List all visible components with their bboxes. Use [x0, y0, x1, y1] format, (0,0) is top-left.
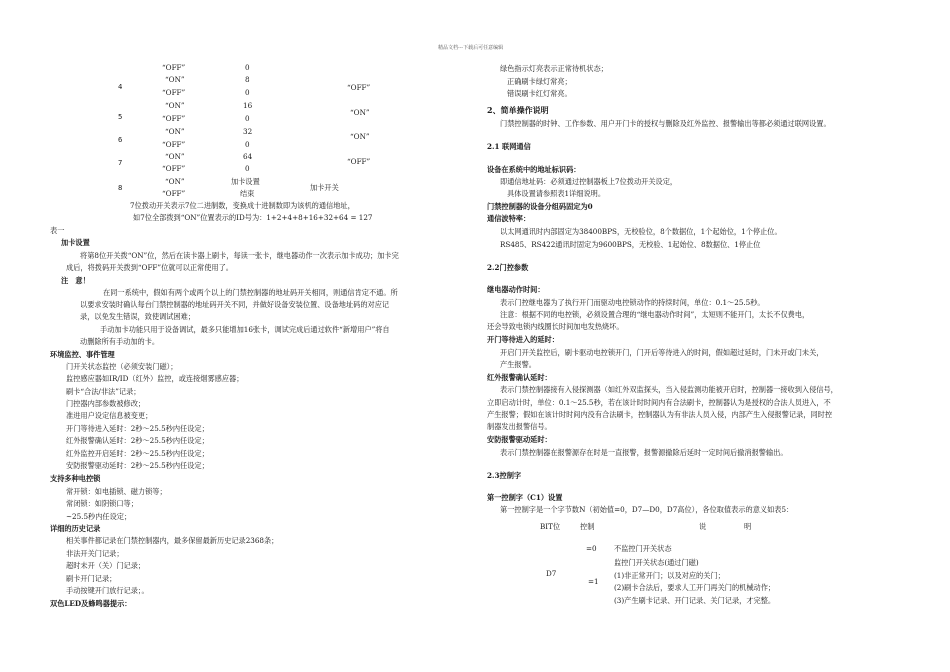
value-eq1: =1 [588, 577, 599, 586]
note-para: 动删除所有手动加的卡。 [80, 337, 160, 346]
switch-state: “ON” [165, 75, 185, 84]
relay-time-para: 还会导致电锁内线圈长时间加电发热烧坏。 [487, 322, 624, 331]
row-no-8: 8 [118, 183, 123, 192]
row-state: “ON” [350, 132, 370, 141]
dip-note-line-1: 7位拨动开关表示7位二进制数，变换成十进制数即为该机的通信地址， [130, 201, 355, 210]
page-header: 精品文档---下载后可任意编辑 [438, 45, 504, 51]
table-header-bit: BIT位 [540, 522, 561, 531]
list-item: 手动按键开门放行记录；。 [66, 586, 149, 595]
value-eq0: =0 [586, 544, 597, 553]
switch-state: “ON” [165, 127, 185, 136]
list-item: 绿色指示灯亮表示正常待机状态； [500, 64, 608, 73]
eq0-description: 不监控门开关状态 [614, 544, 672, 553]
section-2-1-title: 2.1 联网通信 [487, 142, 531, 151]
row-state: 加卡开关 [310, 183, 339, 192]
baud-rate-line: 以太网通讯时内部固定为38400BPS，无校验位，8个数据位，1个起始位，1个停止位。 [500, 227, 782, 236]
eq1-description: (1)非正常开门；以及对应的关门； [614, 571, 725, 580]
row-state: “OFF” [347, 157, 371, 166]
table-header-control: 控制 [580, 522, 595, 531]
row-no-6: 6 [118, 135, 123, 144]
row-state: “ON” [350, 108, 370, 117]
list-item: 相关事件都记录在门禁控制器内，最多保留最新历史记录2368条； [66, 536, 279, 545]
row-state: “OFF” [347, 83, 371, 92]
add-card-title: 加卡设置 [61, 238, 90, 247]
note-para: 手动加卡功能只用于设备调试，最多只能增加16张卡，调试完成后通过软件“新增用户”将自 [100, 325, 390, 334]
list-item: 刷卡开门记录； [66, 574, 117, 583]
row-no-5: 5 [118, 112, 123, 121]
switch-state: “OFF” [162, 140, 186, 149]
section-2-2-title: 2.2门控参数 [487, 263, 529, 272]
ir-alarm-title: 红外报警确认延时： [487, 373, 552, 382]
switch-value: 64 [243, 152, 253, 161]
row-no-7: 7 [118, 158, 123, 167]
monitor-title: 环境监控、事件管理 [50, 350, 115, 359]
bit-d7: D7 [546, 569, 557, 578]
list-item: ~25.5秒内任设定； [66, 512, 132, 521]
relay-time-para: 注意：根据不同的电控锁，必须设置合理的“继电器动作时间”，太短则不能开门，太长不仅费电， [500, 310, 810, 319]
list-item: 红外报警确认延时：2秒～25.5秒内任设定； [66, 436, 209, 445]
wait-delay-para: 产生报警。 [500, 360, 536, 369]
switch-value: 8 [245, 75, 250, 84]
note-para: 以要求安装时确认每台门禁控制器的地址码开关不同，并做好设备安装位置、设备地址码的对应记 [80, 300, 390, 309]
switch-state: “OFF” [162, 189, 186, 198]
list-item: 常开锁：如电插锁、磁力锁等； [66, 487, 167, 496]
switch-state: “OFF” [162, 164, 186, 173]
eq1-description: 监控门开关状态(通过门磁) [614, 558, 699, 567]
security-alarm-title: 安防报警驱动延时： [487, 435, 552, 444]
eq1-description: (2)刷卡合法后，要求人工开门再关门的机械动作； [614, 583, 776, 592]
switch-value: 0 [245, 164, 250, 173]
wait-delay-title: 开门等待进入的延时： [487, 335, 559, 344]
table-header-desc: 说 [699, 522, 707, 531]
list-item: 正确刷卡绿灯常亮； [507, 77, 572, 86]
eq1-description: (3)产生刷卡记录、开门记录、关门记录，才完整。 [614, 596, 776, 605]
address-title: 设备在系统中的地址标识码： [487, 165, 581, 174]
list-item: 门控器内部参数被修改； [66, 399, 146, 408]
row-no-4: 4 [118, 82, 123, 91]
switch-state: “OFF” [162, 63, 186, 72]
section-2-title: 2、简单操作说明 [487, 105, 549, 115]
section-2-3-title: 2.3控制字 [487, 471, 522, 480]
ir-alarm-para: 制器发出报警信号。 [487, 422, 552, 431]
ir-alarm-para: 表示门禁控制器接有入侵探测器（如红外双监探头，当入侵监测功能被开启时，控制器一接收到入侵信号， [500, 385, 838, 394]
switch-state: “OFF” [162, 114, 186, 123]
switch-value: 32 [243, 127, 253, 136]
list-item: 开门等待进入延时：2秒～25.5秒内任设定； [66, 424, 209, 433]
relay-time-title: 继电器动作时间： [487, 285, 545, 294]
add-card-para: 将第8位开关拨“ON”位，然后在读卡器上刷卡，每读一张卡，继电器动作一次表示加卡成功；加卡完 [80, 251, 399, 260]
switch-state: “ON” [165, 152, 185, 161]
switch-value: 0 [245, 63, 250, 72]
security-alarm-para: 表示门禁控制器在报警源存在时是一直报警，报警源撤除后延时一定时间后撤消报警输出。 [500, 448, 788, 457]
note-para: 在同一系统中，假如有两个或两个以上的门禁控制器的地址码开关相同，则通信肯定不通。所 [103, 288, 398, 297]
list-item: 门开关状态监控（必须安装门磁）； [66, 362, 178, 371]
add-card-para: 成后，将拨码开关拨到“OFF”位就可以正常使用了。 [66, 263, 233, 272]
list-item: 红外监控开启延时：2秒～25.5秒内任设定； [66, 449, 209, 458]
address-line: 具体设置请参照表1详细说明。 [507, 189, 606, 198]
section-2-intro: 门禁控制器的时钟、工作参数、用户开门卡的授权与删除及红外监控、报警输出等都必须通过联网设置。 [500, 119, 831, 128]
ir-alarm-para: 产生报警；假如在该计时时间内没有合法刷卡，控制器认为有非法人员入侵，内部产生入侵报警记录，同时控 [487, 410, 833, 419]
switch-state: “ON” [165, 177, 185, 186]
switch-value: 16 [243, 101, 253, 110]
note-para: 录，以免发生错误，致使调试困难； [80, 312, 196, 321]
switch-state: “ON” [165, 101, 185, 110]
table-label: 表一 [50, 226, 65, 235]
group-code-title: 门禁控制器的设备分组码固定为0 [487, 202, 593, 211]
list-item: 安防报警驱动延时：2秒～25.5秒内任设定； [66, 461, 209, 470]
list-item: 刷卡“合法/非法”记录； [66, 387, 141, 396]
table-header-desc: 明 [744, 522, 752, 531]
list-item: 常闭锁：如阴锁口等； [66, 499, 138, 508]
address-line: 即通信地址码：必须通过控制器板上7位拨动开关设定， [500, 177, 678, 186]
switch-value: 加卡设置 [231, 177, 260, 186]
relay-time-para: 表示门控继电器为了执行开门而驱动电控锁动作的持续时间，单位：0.1～25.5秒。 [500, 298, 765, 307]
dip-note-line-2: 如7位全部拨到“ON”位置表示的ID号为：1+2+4+8+16+32+64 = 127 [133, 213, 373, 222]
list-item: 监控感应器如IR/ID（红外）监控，或连接烟雾感应器； [66, 374, 244, 383]
list-item: 准进用户设定信息被变更； [66, 411, 153, 420]
locks-title: 支持多种电控锁 [50, 474, 101, 483]
baud-rate-title: 通信波特率： [487, 214, 531, 223]
baud-rate-line: RS485、RS422通讯时固定为9600BPS，无校验、1起始位、8数据位、1停止位 [500, 240, 761, 249]
history-title: 详细的历史记录 [50, 524, 101, 533]
led-title: 双色LED及蜂鸣器提示： [50, 599, 132, 608]
switch-value: 结束 [240, 189, 255, 198]
ir-alarm-para: 立即启动计时，单位：0.1～25.5秒，若在该计时时间内有合法刷卡，控制器认为是授权的合法人员进入，不 [487, 398, 831, 407]
note-title: 注 意！ [61, 276, 90, 285]
switch-value: 0 [245, 114, 250, 123]
switch-value: 0 [245, 88, 250, 97]
list-item: 错误刷卡红灯常亮。 [507, 89, 572, 98]
switch-state: “OFF” [162, 88, 186, 97]
control-word-1-para: 第一控制字是一个字节数N（初始值=0，D7—D0，D7高位），各位取值表示的意义如表5： [500, 505, 794, 514]
switch-value: 0 [245, 140, 250, 149]
list-item: 非法开关门记录； [66, 549, 124, 558]
list-item: 超时未开（关）门记录； [66, 561, 146, 570]
control-word-1-title: 第一控制字（C1）设置 [487, 493, 563, 502]
wait-delay-para: 开启门开关监控后，刷卡驱动电控锁开门，门开后等待进入的时间，假如超过延时，门未开或门未关， [500, 348, 824, 357]
